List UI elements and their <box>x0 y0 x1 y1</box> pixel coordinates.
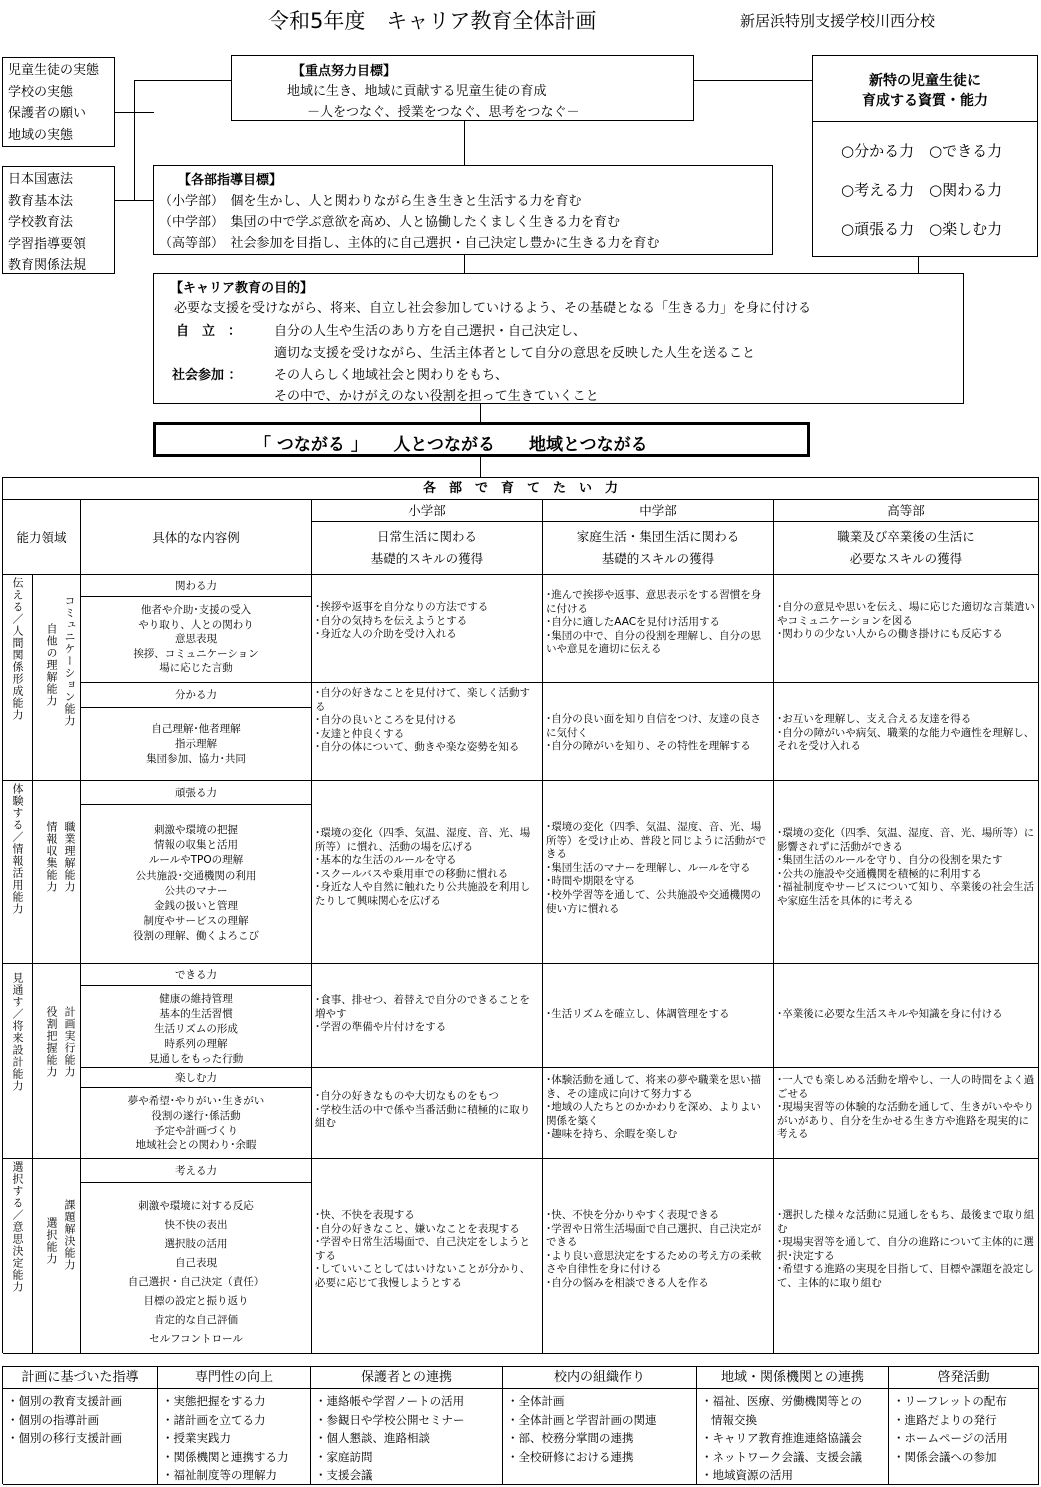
row-mid: ･体験活動を通して、将来の夢や職業を思い描き、その達成に向けて努力する ･地域の人たちとのかかわりを深め、よりよい関係を築く ･趣味を持ち、余暇を楽しむ <box>543 1068 774 1159</box>
law-item: 日本国憲法 <box>8 172 74 187</box>
sub-label: 課題解決能力 選択能力 <box>33 1159 81 1354</box>
jiritsu-label: 自 立 ： <box>176 324 242 339</box>
area-label: 伝える／人間関係形成能力 <box>3 575 33 781</box>
school-name: 新居浜特別支援学校川西分校 <box>740 12 936 30</box>
bottom-col: 計画に基づいた指導 ・個別の教育支援計画 ・個別の指導計画 ・個別の移行支援計画 <box>3 1367 158 1485</box>
career-purpose-box <box>153 273 964 404</box>
row-elem: ･自分の好きなものや大切なものをもつ ･学校生活の中で係や当番活動に積極的に取り組む <box>312 1068 543 1159</box>
table-top-header: 各 部 で 育 て た い 力 <box>3 478 1039 500</box>
row-mid: ･自分の良い面を知り自信をつけ、友達の良さに気付く ･自分の障がいを知り、その特性を理解する <box>543 683 774 781</box>
context-item: 学校の実態 <box>8 84 74 100</box>
row-elem: ･環境の変化（四季、気温、湿度、音、光、場所等）に慣れ、活動の場を広げる ･基本的な生活のルールを守る ･スクールバスや乗用車での移動に慣れる ･身近な人や自然に触れたり公共施設を利用したりして興味関心を広げる <box>312 781 543 964</box>
dept-goal-high: 職業及び卒業後の生活に 必要なスキルの獲得 <box>774 522 1039 575</box>
priority-line2: －人をつなぐ、授業をつなぐ、思考をつなぐ－ <box>307 105 580 120</box>
career-label: 【キャリア教育の目的】 <box>170 281 314 296</box>
dept-goal-line: （中学部） 集団の中で学ぶ意欲を高め、人と協働したくましく生きる力を育む <box>159 215 620 230</box>
ability-table <box>2 477 1039 1353</box>
dept-goal-line: （高等部） 社会参加を目指し、主体的に自己選択・自己決定し豊かに生きる力を育む <box>159 236 660 251</box>
bottom-col: 啓発活動 ・リーフレットの配布 ・進路だよりの発行 ・ホームページの活用 ・関係会議への参加 <box>889 1367 1039 1485</box>
row-items: 自己理解･他者理解 指示理解 集団参加、協力･共同 <box>81 708 312 781</box>
context-item: 保護者の願い <box>8 106 87 121</box>
sub-label: 計画実行能力 役割把握能力 <box>33 964 81 1159</box>
dept-name-elem: 小学部 <box>312 500 543 522</box>
dept-goals-box <box>153 165 773 255</box>
row-high: ･環境の変化（四季、気温、湿度、音、光、場所等）に影響されずに活動ができる ･集団生活のルールを守り、自分の役割を果たす ･公共の施設や交通機関を積極的に利用する ･福祉制度やサービスについて知り、卒業後の社会生活や家庭生活を具体的に考える <box>774 781 1039 964</box>
law-item: 学校教育法 <box>8 215 74 230</box>
bottom-table <box>2 1366 1039 1484</box>
shakai-line2: その中で、かけがえのない役割を担って生きていくこと <box>274 389 599 404</box>
row-head: 分かる力 <box>81 683 312 708</box>
qualities-row2: ○考える力 ○関わる力 <box>841 181 1003 199</box>
tsunagaru-banner <box>153 422 810 457</box>
qualities-box <box>812 55 1038 257</box>
col-content-header: 具体的な内容例 <box>81 500 312 575</box>
banner-text: 「 つながる 」 人とつながる 地域とつながる <box>254 435 648 455</box>
dept-name-high: 高等部 <box>774 500 1039 522</box>
row-items: 健康の維持管理 基本的生活習慣 生活リズムの形成 時系列の理解 見通しをもった行動 <box>81 986 312 1068</box>
row-mid: ･環境の変化（四季、気温、湿度、音、光、場所等）を受け止め、普段と同じように活動ができる ･集団生活のマナーを理解し、ルールを守る ･時間や期限を守る ･校外学習等を通して、公共施設や交通機関の使い方に慣れる <box>543 781 774 964</box>
row-high: ･一人でも楽しめる活動を増やし、一人の時間をよく過ごせる ･現場実習等の体験的な活動を通して、生きがいややりがいがあり、自分を生かせる生き方や進路を現実的に考える <box>774 1068 1039 1159</box>
row-head: 考える力 <box>81 1159 312 1183</box>
bottom-col: 校内の組織作り ・全体計画 ・全体計画と学習計画の関連 ・部、校務分掌間の連携 ・全校研修における連携 <box>503 1367 697 1485</box>
row-high: ･自分の意見や思いを伝え、場に応じた適切な言葉遣いやコミュニケーションを図る ･関わりの少ない人からの働き掛けにも反応する <box>774 575 1039 683</box>
career-line1: 必要な支援を受けながら、将来、自立し社会参加していけるよう、その基礎となる「生きる力」を身に付ける <box>174 301 812 316</box>
row-items: 他者や介助･支援の受入 やり取り、人との関わり 意思表現 挨拶、コミュニケーション 場に応じた言動 <box>81 597 312 683</box>
row-elem: ･自分の好きなことを見付けて、楽しく活動する ･自分の良いところを見付ける ･友達と仲良くする ･自分の体について、動きや楽な姿勢を知る <box>312 683 543 781</box>
law-item: 教育基本法 <box>8 193 74 209</box>
context-item: 児童生徒の実態 <box>8 63 100 78</box>
row-high: ･お互いを理解し、支え合える友達を得る ･自分の障がいや病気、職業的な能力や適性を理解し、それを受け入れる <box>774 683 1039 781</box>
bottom-col: 専門性の向上 ・実態把握をする力 ・諸計画を立てる力 ・授業実践力 ・関係機関と連携する力 ・福祉制度等の理解力 <box>158 1367 311 1485</box>
law-item: 教育関係法規 <box>8 258 87 273</box>
qualities-row3: ○頑張る力 ○楽しむ力 <box>841 220 1003 238</box>
row-elem: ･挨拶や返事を自分なりの方法でする ･自分の気持ちを伝えようとする ･身近な人の介助を受け入れる <box>312 575 543 683</box>
context-box <box>2 57 115 147</box>
dept-goals-label: 【各部指導目標】 <box>178 173 283 188</box>
row-head: できる力 <box>81 964 312 986</box>
row-high: ･卒業後に必要な生活スキルや知識を身に付ける <box>774 964 1039 1068</box>
row-items: 刺激や環境に対する反応 快不快の表出 選択肢の活用 自己表現 自己選択・自己決定（責任） 目標の設定と振り返り 肯定的な自己評価 セルフコントロール <box>81 1183 312 1354</box>
row-head: 頑張る力 <box>81 781 312 805</box>
context-item: 地域の実態 <box>8 127 74 143</box>
page-title: 令和5年度 キャリア教育全体計画 <box>268 9 597 33</box>
shakai-label: 社会参加 ： <box>172 368 242 383</box>
sub-label: コミュニケーション能力 自他の理解能力 <box>33 575 81 781</box>
jiritsu-line1: 自分の人生や生活のあり方を自己選択・自己決定し、 <box>274 324 587 339</box>
shakai-line1: その人らしく地域社会と関わりをもち、 <box>274 368 509 383</box>
dept-name-mid: 中学部 <box>543 500 774 522</box>
laws-box <box>2 166 115 274</box>
row-head: 楽しむ力 <box>81 1068 312 1088</box>
qualities-title2: 育成する資質・能力 <box>862 93 988 109</box>
dept-goal-mid: 家庭生活・集団生活に関わる 基礎的スキルの獲得 <box>543 522 774 575</box>
dept-goal-line: （小学部） 個を生かし、人と関わりながら生き生きと生活する力を育む <box>159 194 582 209</box>
row-mid: ･快、不快を分かりやすく表現できる ･学習や日常生活場面で自己選択、自己決定ができる ･より良い意思決定をするための考え方の柔軟さや自律性を身に付ける ･自分の悩みを相談できる人を作る <box>543 1159 774 1354</box>
area-label: 体験する／情報活用能力 <box>3 781 33 964</box>
priority-line1: 地域に生き、地域に貢献する児童生徒の育成 <box>287 84 547 99</box>
row-items: 刺激や環境の把握 情報の収集と活用 ルールやTPOの理解 公共施設･交通機関の利用 公共のマナー 金銭の扱いと管理 制度やサービスの理解 役割の理解、働くよろこび <box>81 805 312 964</box>
priority-goal-box <box>231 55 694 121</box>
law-item: 学習指導要領 <box>8 236 87 252</box>
row-mid: ･進んで挨拶や返事、意思表示をする習慣を身に付ける ･自分に適したAACを見付け活用する ･集団の中で、自分の役割を理解し、自分の思いや意見を適切に伝える <box>543 575 774 683</box>
row-mid: ･生活リズムを確立し、体調管理をする <box>543 964 774 1068</box>
qualities-row1: ○分かる力 ○できる力 <box>841 142 1003 160</box>
jiritsu-line2: 適切な支援を受けながら、生活主体者として自分の意思を反映した人生を送ること <box>274 346 756 361</box>
row-high: ･選択した様々な活動に見通しをもち、最後まで取り組む ･現場実習等を通して、自分の進路について主体的に選択･決定する ･希望する進路の実現を目指して、目標や課題を設定して、主体的に取り組む <box>774 1159 1039 1354</box>
row-head: 関わる力 <box>81 575 312 597</box>
bottom-col: 地域・関係機関との連携 ・福祉、医療、労働機関等との 情報交換 ・キャリア教育推進連絡協議会 ・ネットワーク会議、支援会議 ・地域資源の活用 <box>697 1367 889 1485</box>
qualities-title1: 新特の児童生徒に <box>869 73 981 89</box>
sub-label: 職業理解能力 情報収集能力 <box>33 781 81 964</box>
row-items: 夢や希望･やりがい･生きがい 役割の遂行･係活動 予定や計画づくり 地域社会との関わり･余暇 <box>81 1088 312 1159</box>
row-elem: ･食事、排せつ、着替えで自分のできることを増やす ･学習の準備や片付けをする <box>312 964 543 1068</box>
bottom-col: 保護者との連携 ・連絡帳や学習ノートの活用 ・参観日や学校公開セミナー ・個人懇談、進路相談 ・家庭訪問 ・支援会議 <box>311 1367 503 1485</box>
area-label: 選択する／意思決定能力 <box>3 1159 33 1354</box>
area-label: 見通す／将来設計能力 <box>3 964 33 1159</box>
row-elem: ･快、不快を表現する ･自分の好きなこと、嫌いなことを表現する ･学習や日常生活場面で、自己決定をしようとする ･していいことしてはいけないことが分かり、必要に応じて我慢しようとする <box>312 1159 543 1354</box>
priority-label: 【重点努力目標】 <box>292 64 397 79</box>
col-area-header: 能力領域 <box>3 500 81 575</box>
dept-goal-elem: 日常生活に関わる 基礎的スキルの獲得 <box>312 522 543 575</box>
